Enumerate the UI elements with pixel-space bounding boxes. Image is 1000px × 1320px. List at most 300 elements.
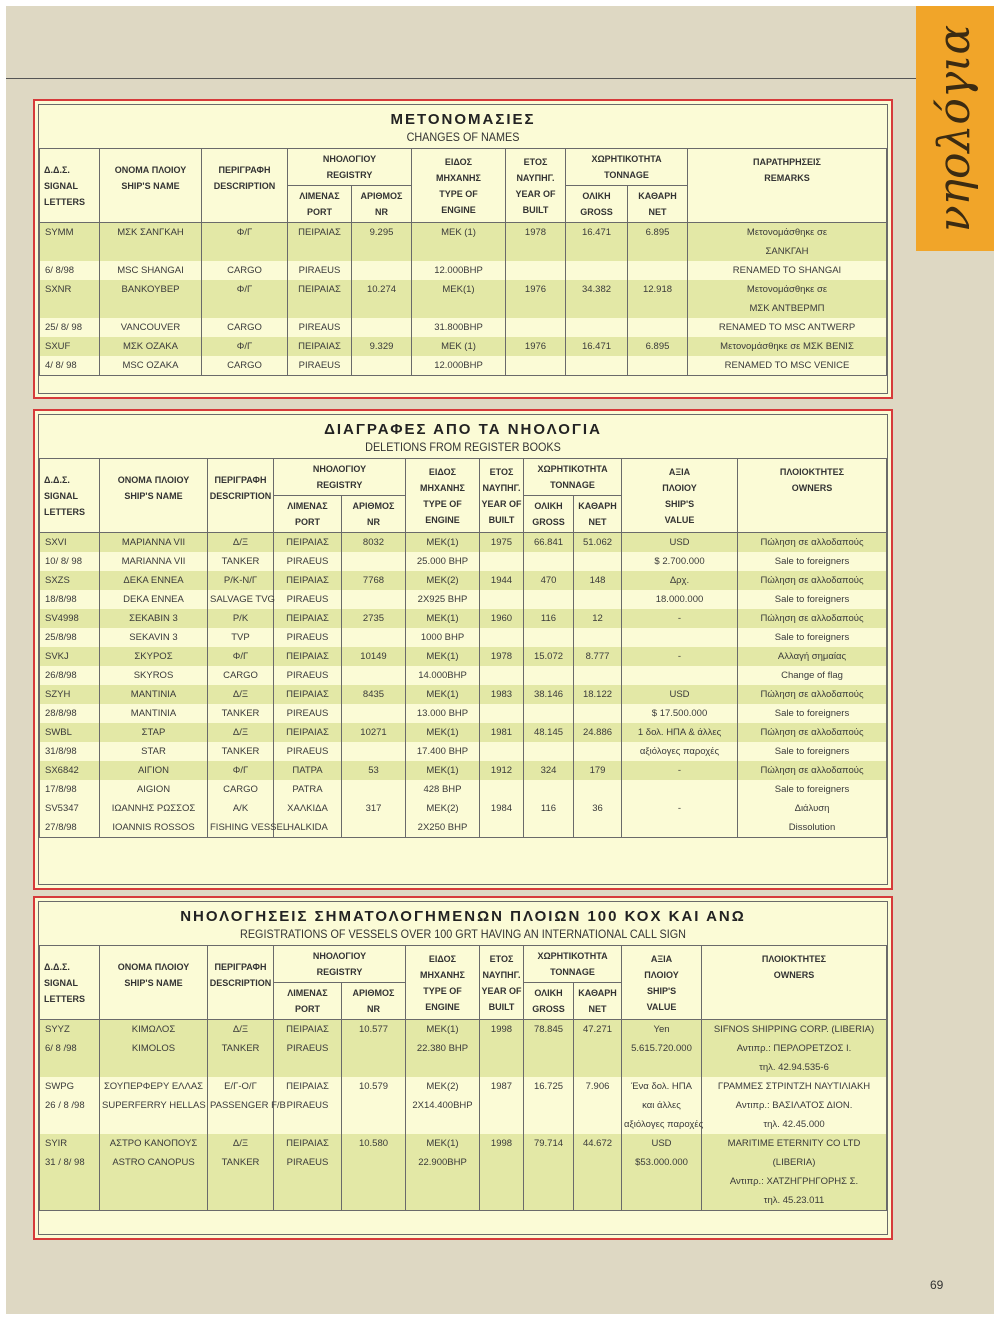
del-col-tonnage: ΧΩΡΗΤΙΚΟΤΗΤΑ TONNAGE bbox=[524, 459, 622, 496]
changes-table bbox=[39, 148, 887, 376]
table-cell: SALVAGE TVG bbox=[208, 590, 274, 609]
table-cell: και άλλες bbox=[622, 1096, 702, 1115]
header-rule bbox=[6, 78, 918, 79]
table-cell bbox=[40, 242, 100, 261]
table-cell: PATRA bbox=[274, 780, 342, 799]
table-cell: - bbox=[622, 609, 738, 628]
table-cell: 4/ 8/ 98 bbox=[40, 356, 100, 376]
table-cell: 10.579 bbox=[342, 1077, 406, 1096]
table-cell bbox=[208, 1191, 274, 1211]
table-cell: 1978 bbox=[506, 223, 566, 243]
table-cell: ΚΙΜΩΛΟΣ bbox=[100, 1020, 208, 1040]
table-cell bbox=[628, 356, 688, 376]
table-cell bbox=[100, 242, 202, 261]
table-cell: 1998 bbox=[480, 1134, 524, 1153]
table-cell: Ε/Γ-Ο/Γ bbox=[208, 1077, 274, 1096]
table-cell bbox=[288, 299, 352, 318]
table-row bbox=[40, 1115, 887, 1134]
table-cell bbox=[566, 242, 628, 261]
table-cell: Φ/Γ bbox=[202, 337, 288, 356]
table-cell: ΠΕΙΡΑΙΑΣ bbox=[274, 533, 342, 553]
table-cell: $ 17.500.000 bbox=[622, 704, 738, 723]
reg-col-desc: ΠΕΡΙΓΡΑΦΗ DESCRIPTION bbox=[208, 946, 274, 1020]
table-cell bbox=[342, 818, 406, 838]
table-cell: 28/8/98 bbox=[40, 704, 100, 723]
table-cell: 31 / 8/ 98 bbox=[40, 1153, 100, 1172]
col-name: ΟΝΟΜΑ ΠΛΟΙΟΥ SHIP'S NAME bbox=[100, 149, 202, 223]
table-cell: 1976 bbox=[506, 280, 566, 299]
col-port: ΛΙΜΕΝΑΣ PORT bbox=[288, 186, 352, 223]
table-cell: Δ/Ξ bbox=[208, 685, 274, 704]
table-cell: ΜΕΚ(1) bbox=[406, 533, 480, 553]
del-col-owners: ΠΛΟΙΟΚΤΗΤΕΣ OWNERS bbox=[738, 459, 887, 533]
table-cell: 78.845 bbox=[524, 1020, 574, 1040]
table-cell: SEKAVIN 3 bbox=[100, 628, 208, 647]
del-col-nr: ΑΡΙΘΜΟΣ NR bbox=[342, 496, 406, 533]
table-cell: TANKER bbox=[208, 1039, 274, 1058]
table-cell: 18/8/98 bbox=[40, 590, 100, 609]
table-cell: 31/8/98 bbox=[40, 742, 100, 761]
table-cell bbox=[622, 1191, 702, 1211]
changes-subtitle: CHANGES OF NAMES bbox=[406, 130, 520, 144]
section-tab bbox=[916, 6, 994, 251]
del-col-year: ΕΤΟΣ ΝΑΥΠΗΓ. YEAR OF BUILT bbox=[480, 459, 524, 533]
table-cell: 22.380 BHP bbox=[406, 1039, 480, 1058]
del-col-net: ΚΑΘΑΡΗ NET bbox=[574, 496, 622, 533]
table-cell bbox=[574, 780, 622, 799]
table-cell bbox=[480, 1191, 524, 1211]
table-cell bbox=[406, 1172, 480, 1191]
table-cell: 1912 bbox=[480, 761, 524, 780]
table-cell: SYMM bbox=[40, 223, 100, 243]
table-cell: Πώληση σε αλλοδαπούς bbox=[738, 685, 887, 704]
table-cell bbox=[622, 1058, 702, 1077]
deletions-subtitle: DELETIONS FROM REGISTER BOOKS bbox=[365, 440, 561, 454]
table-cell bbox=[342, 1115, 406, 1134]
table-row bbox=[40, 723, 887, 742]
table-cell: VANCOUVER bbox=[100, 318, 202, 337]
table-cell: CARGO bbox=[202, 261, 288, 280]
table-cell: 1000 BHP bbox=[406, 628, 480, 647]
changes-of-names-box bbox=[33, 99, 893, 399]
table-row bbox=[40, 590, 887, 609]
table-cell: CARGO bbox=[202, 318, 288, 337]
table-cell: ΜΕΚ(1) bbox=[406, 685, 480, 704]
table-cell: Μετονομάσθηκε σε bbox=[688, 280, 887, 299]
table-cell: 2X14.400BHP bbox=[406, 1096, 480, 1115]
table-cell: ΣΟΥΠΕΡΦΕΡΥ ΕΛΛΑΣ bbox=[100, 1077, 208, 1096]
table-cell bbox=[524, 590, 574, 609]
table-cell: - bbox=[622, 799, 738, 818]
table-cell: USD bbox=[622, 685, 738, 704]
deletions-title: ΔΙΑΓΡΑΦΕΣ ΑΠΟ ΤΑ ΝΗΟΛΟΓΙΑ bbox=[324, 421, 602, 438]
table-row bbox=[40, 1172, 887, 1191]
del-col-engine: ΕΙΔΟΣ ΜΗΧΑΝΗΣ TYPE OF ENGINE bbox=[406, 459, 480, 533]
table-cell: 6/ 8 /98 bbox=[40, 1039, 100, 1058]
table-cell: ΜΕΚ(1) bbox=[406, 723, 480, 742]
table-cell bbox=[480, 1096, 524, 1115]
page-number: 69 bbox=[930, 1278, 944, 1292]
table-cell bbox=[480, 818, 524, 838]
table-cell: ΣΑΝΚΓΑΗ bbox=[688, 242, 887, 261]
table-cell: 6.895 bbox=[628, 337, 688, 356]
table-cell: ΓΡΑΜΜΕΣ ΣΤΡΙΝΤΖΗ ΝΑΥΤΙΛΙΑΚΗ bbox=[702, 1077, 887, 1096]
table-row bbox=[40, 704, 887, 723]
del-col-signal: Δ.Δ.Σ. SIGNAL LETTERS bbox=[40, 459, 100, 533]
table-cell bbox=[566, 261, 628, 280]
table-cell bbox=[524, 704, 574, 723]
table-cell: ΜΕΚ (1) bbox=[412, 337, 506, 356]
table-cell: 22.900BHP bbox=[406, 1153, 480, 1172]
table-cell: MSC SHANGAI bbox=[100, 261, 202, 280]
table-cell: SXUF bbox=[40, 337, 100, 356]
table-cell: KIMOLOS bbox=[100, 1039, 208, 1058]
table-cell bbox=[480, 1172, 524, 1191]
table-cell: 428 BHP bbox=[406, 780, 480, 799]
table-row bbox=[40, 666, 887, 685]
table-cell: 1981 bbox=[480, 723, 524, 742]
table-cell: SWBL bbox=[40, 723, 100, 742]
col-net: ΚΑΘΑΡΗ NET bbox=[628, 186, 688, 223]
table-cell: SYYZ bbox=[40, 1020, 100, 1040]
table-cell bbox=[524, 1115, 574, 1134]
table-cell: SXVI bbox=[40, 533, 100, 553]
table-row bbox=[40, 533, 887, 553]
table-cell: Sale to foreigners bbox=[738, 552, 887, 571]
table-cell: (LIBERIA) bbox=[702, 1153, 887, 1172]
table-cell: 24.886 bbox=[574, 723, 622, 742]
table-cell: ΣΚΥΡΟΣ bbox=[100, 647, 208, 666]
table-cell: 1984 bbox=[480, 799, 524, 818]
table-cell: ΜΣΚ ΣΑΝΓΚΑΗ bbox=[100, 223, 202, 243]
table-cell bbox=[480, 1058, 524, 1077]
table-cell bbox=[480, 704, 524, 723]
changes-rows bbox=[40, 223, 887, 376]
table-cell: SUPERFERRY HELLAS bbox=[100, 1096, 208, 1115]
table-cell bbox=[566, 299, 628, 318]
reg-col-registry: ΝΗΟΛΟΓΙΟΥ REGISTRY bbox=[274, 946, 406, 983]
table-cell bbox=[574, 590, 622, 609]
table-cell bbox=[208, 1058, 274, 1077]
table-cell bbox=[342, 590, 406, 609]
table-cell: FISHING VESSEL bbox=[208, 818, 274, 838]
table-cell bbox=[628, 318, 688, 337]
table-cell: 2735 bbox=[342, 609, 406, 628]
table-cell bbox=[202, 242, 288, 261]
table-cell: 1975 bbox=[480, 533, 524, 553]
table-cell: AIGION bbox=[100, 780, 208, 799]
table-cell bbox=[40, 1058, 100, 1077]
table-cell: 18.000.000 bbox=[622, 590, 738, 609]
table-cell: SV5347 bbox=[40, 799, 100, 818]
table-cell: 36 bbox=[574, 799, 622, 818]
del-col-desc: ΠΕΡΙΓΡΑΦΗ DESCRIPTION bbox=[208, 459, 274, 533]
table-cell: 17.400 BHP bbox=[406, 742, 480, 761]
table-cell: CARGO bbox=[202, 356, 288, 376]
table-cell: Πώληση σε αλλοδαπούς bbox=[738, 761, 887, 780]
table-cell: 8032 bbox=[342, 533, 406, 553]
table-cell: Δ/Ξ bbox=[208, 1134, 274, 1153]
table-cell bbox=[40, 299, 100, 318]
table-cell: ΠΕΙΡΑΙΑΣ bbox=[274, 647, 342, 666]
table-cell: 10/ 8/ 98 bbox=[40, 552, 100, 571]
table-cell bbox=[202, 299, 288, 318]
table-cell bbox=[622, 666, 738, 685]
table-cell: 53 bbox=[342, 761, 406, 780]
table-cell bbox=[342, 704, 406, 723]
table-cell bbox=[574, 1153, 622, 1172]
table-cell: 31.800BHP bbox=[412, 318, 506, 337]
table-cell: STAR bbox=[100, 742, 208, 761]
table-cell bbox=[412, 242, 506, 261]
table-cell: Φ/Γ bbox=[208, 647, 274, 666]
table-cell: Dissolution bbox=[738, 818, 887, 838]
table-cell: 25.000 BHP bbox=[406, 552, 480, 571]
table-cell: 47.271 bbox=[574, 1020, 622, 1040]
table-cell bbox=[100, 1115, 208, 1134]
table-cell bbox=[524, 818, 574, 838]
reg-col-name: ΟΝΟΜΑ ΠΛΟΙΟΥ SHIP'S NAME bbox=[100, 946, 208, 1020]
table-cell bbox=[342, 742, 406, 761]
table-cell bbox=[480, 1153, 524, 1172]
table-cell: USD bbox=[622, 1134, 702, 1153]
table-cell: αξιόλογες παροχές bbox=[622, 742, 738, 761]
table-cell: 1987 bbox=[480, 1077, 524, 1096]
table-cell: MSC OZAKA bbox=[100, 356, 202, 376]
table-cell: Πώληση σε αλλοδαπούς bbox=[738, 723, 887, 742]
table-cell: 15.072 bbox=[524, 647, 574, 666]
table-cell bbox=[628, 261, 688, 280]
table-cell bbox=[574, 1172, 622, 1191]
table-cell: 1983 bbox=[480, 685, 524, 704]
table-row bbox=[40, 1039, 887, 1058]
table-cell bbox=[480, 1039, 524, 1058]
table-cell: PIRAEUS bbox=[274, 742, 342, 761]
table-row bbox=[40, 609, 887, 628]
table-cell bbox=[574, 742, 622, 761]
table-cell: TANKER bbox=[208, 742, 274, 761]
table-cell: Ένα δολ. ΗΠΑ bbox=[622, 1077, 702, 1096]
table-row bbox=[40, 223, 887, 243]
table-cell: Πώληση σε αλλοδαπούς bbox=[738, 533, 887, 553]
table-cell: 25/8/98 bbox=[40, 628, 100, 647]
table-cell: RENAMED TO MSC VENICE bbox=[688, 356, 887, 376]
table-cell: ASTRO CANOPUS bbox=[100, 1153, 208, 1172]
col-engine: ΕΙΔΟΣ ΜΗΧΑΝΗΣ TYPE OF ENGINE bbox=[412, 149, 506, 223]
table-cell: RENAMED TO MSC ANTWERP bbox=[688, 318, 887, 337]
table-cell: Sale to foreigners bbox=[738, 780, 887, 799]
col-desc: ΠΕΡΙΓΡΑΦΗ DESCRIPTION bbox=[202, 149, 288, 223]
table-cell: ΣΕΚΑΒΙΝ 3 bbox=[100, 609, 208, 628]
table-cell: 8435 bbox=[342, 685, 406, 704]
table-cell: ΠΑΤΡΑ bbox=[274, 761, 342, 780]
table-cell bbox=[480, 1115, 524, 1134]
table-cell bbox=[574, 628, 622, 647]
table-cell bbox=[406, 1058, 480, 1077]
table-row bbox=[40, 571, 887, 590]
table-cell: ΠΕΙΡΑΙΑΣ bbox=[274, 1134, 342, 1153]
table-cell bbox=[506, 242, 566, 261]
table-cell: 7.906 bbox=[574, 1077, 622, 1096]
table-row bbox=[40, 742, 887, 761]
table-cell: Sale to foreigners bbox=[738, 704, 887, 723]
registrations-box bbox=[33, 896, 893, 1240]
table-cell: 16.471 bbox=[566, 337, 628, 356]
table-cell bbox=[288, 242, 352, 261]
table-cell bbox=[352, 242, 412, 261]
table-cell: SVKJ bbox=[40, 647, 100, 666]
col-nr: ΑΡΙΘΜΟΣ NR bbox=[352, 186, 412, 223]
table-cell: TANKER bbox=[208, 704, 274, 723]
table-cell: MARIANNA VII bbox=[100, 552, 208, 571]
table-cell: Δρχ. bbox=[622, 571, 738, 590]
table-cell: ΑΙΓΙΟΝ bbox=[100, 761, 208, 780]
table-cell: 51.062 bbox=[574, 533, 622, 553]
table-cell bbox=[506, 261, 566, 280]
table-row bbox=[40, 1096, 887, 1115]
del-col-name: ΟΝΟΜΑ ΠΛΟΙΟΥ SHIP'S NAME bbox=[100, 459, 208, 533]
table-cell bbox=[480, 742, 524, 761]
table-cell: - bbox=[622, 647, 738, 666]
table-cell: Μετονομάσθηκε σε ΜΣΚ ΒΕΝΙΣ bbox=[688, 337, 887, 356]
table-cell bbox=[480, 666, 524, 685]
table-cell: SV4998 bbox=[40, 609, 100, 628]
table-cell bbox=[274, 1115, 342, 1134]
table-cell: Αντιπρ.: ΒΑΣΙΛΑΤΟΣ ΔΙΟΝ. bbox=[702, 1096, 887, 1115]
table-cell: Δ/Ξ bbox=[208, 1020, 274, 1040]
table-row bbox=[40, 1058, 887, 1077]
table-cell: ΔΕΚΑ ΕΝΝΕΑ bbox=[100, 571, 208, 590]
table-cell: 48.145 bbox=[524, 723, 574, 742]
table-cell: ΜΣΚ ΟΖΑΚΑ bbox=[100, 337, 202, 356]
table-row bbox=[40, 1077, 887, 1096]
table-cell bbox=[342, 1172, 406, 1191]
reg-col-gross: ΟΛΙΚΗ GROSS bbox=[524, 983, 574, 1020]
table-cell: ΣΤΑΡ bbox=[100, 723, 208, 742]
del-col-gross: ΟΛΙΚΗ GROSS bbox=[524, 496, 574, 533]
table-cell bbox=[524, 628, 574, 647]
table-cell bbox=[574, 1191, 622, 1211]
table-cell bbox=[628, 242, 688, 261]
table-cell bbox=[342, 552, 406, 571]
table-cell: PIREAUS bbox=[288, 318, 352, 337]
table-cell: 10149 bbox=[342, 647, 406, 666]
table-cell: HALKIDA bbox=[274, 818, 342, 838]
table-cell: 10271 bbox=[342, 723, 406, 742]
table-cell: 324 bbox=[524, 761, 574, 780]
table-cell: ΜΑΡΙΑΝΝΑ VII bbox=[100, 533, 208, 553]
table-row bbox=[40, 337, 887, 356]
table-cell: Πώληση σε αλλοδαπούς bbox=[738, 609, 887, 628]
table-cell bbox=[524, 552, 574, 571]
table-cell bbox=[40, 1172, 100, 1191]
table-cell bbox=[524, 742, 574, 761]
table-row bbox=[40, 356, 887, 376]
table-cell: Αντιπρ.: ΧΑΤΖΗΓΡΗΓΟΡΗΣ Σ. bbox=[702, 1172, 887, 1191]
del-col-value: ΑΞΙΑ ΠΛΟΙΟΥ SHIP'S VALUE bbox=[622, 459, 738, 533]
table-cell bbox=[100, 1058, 208, 1077]
col-registry: ΝΗΟΛΟΓΙΟΥ REGISTRY bbox=[288, 149, 412, 186]
col-signal: Δ.Δ.Σ. SIGNAL LETTERS bbox=[40, 149, 100, 223]
table-cell: DEKA ENNEA bbox=[100, 590, 208, 609]
table-cell: Δ/Ξ bbox=[208, 723, 274, 742]
table-cell: 16.471 bbox=[566, 223, 628, 243]
table-cell: 79.714 bbox=[524, 1134, 574, 1153]
table-cell bbox=[352, 261, 412, 280]
table-cell bbox=[524, 780, 574, 799]
table-cell bbox=[506, 299, 566, 318]
table-cell: Δ/Ξ bbox=[208, 533, 274, 553]
table-cell: PIRAEUS bbox=[274, 1039, 342, 1058]
table-cell: αξιόλογες παροχές bbox=[622, 1115, 702, 1134]
table-cell: 12.000BHP bbox=[412, 261, 506, 280]
table-cell: ΜΣΚ ΑΝΤΒΕΡΜΠ bbox=[688, 299, 887, 318]
table-cell: 8.777 bbox=[574, 647, 622, 666]
table-cell bbox=[342, 666, 406, 685]
col-gross: ΟΛΙΚΗ GROSS bbox=[566, 186, 628, 223]
table-cell: 5.615.720.000 bbox=[622, 1039, 702, 1058]
table-cell: 179 bbox=[574, 761, 622, 780]
table-cell: 10.274 bbox=[352, 280, 412, 299]
registrations-title: ΝΗΟΛΟΓΗΣΕΙΣ ΣΗΜΑΤΟΛΟΓΗΜΕΝΩΝ ΠΛΟΙΩΝ 100 ΚΟΧ ΚΑΙ ΑΝΩ bbox=[180, 908, 746, 925]
table-cell: τηλ. 45.23.011 bbox=[702, 1191, 887, 1211]
table-cell: 12.918 bbox=[628, 280, 688, 299]
table-cell: 18.122 bbox=[574, 685, 622, 704]
table-cell: MARITIME ETERNITY CO LTD bbox=[702, 1134, 887, 1153]
table-cell: CARGO bbox=[208, 780, 274, 799]
table-cell: 9.329 bbox=[352, 337, 412, 356]
table-cell: Α/Κ bbox=[208, 799, 274, 818]
table-cell bbox=[574, 704, 622, 723]
table-row bbox=[40, 780, 887, 799]
table-cell bbox=[342, 1153, 406, 1172]
table-row bbox=[40, 761, 887, 780]
registrations-table bbox=[39, 945, 887, 1211]
table-cell: PIRAEUS bbox=[274, 590, 342, 609]
table-cell: ΠΕΙΡΑΙΑΣ bbox=[288, 280, 352, 299]
table-cell bbox=[100, 1191, 208, 1211]
table-cell: ΑΣΤΡΟ ΚΑΝΟΠΟΥΣ bbox=[100, 1134, 208, 1153]
table-cell: PIRAEUS bbox=[274, 552, 342, 571]
registrations-rows bbox=[40, 1020, 887, 1211]
reg-col-net: ΚΑΘΑΡΗ NET bbox=[574, 983, 622, 1020]
table-cell bbox=[480, 552, 524, 571]
table-cell: CARGO bbox=[208, 666, 274, 685]
table-cell bbox=[274, 1058, 342, 1077]
table-cell: 2X925 BHP bbox=[406, 590, 480, 609]
reg-col-nr: ΑΡΙΘΜΟΣ NR bbox=[342, 983, 406, 1020]
table-cell: 116 bbox=[524, 799, 574, 818]
table-cell bbox=[480, 590, 524, 609]
table-cell: PASSENGER F/B bbox=[208, 1096, 274, 1115]
table-cell: 66.841 bbox=[524, 533, 574, 553]
table-cell: τηλ. 42.94.535-6 bbox=[702, 1058, 887, 1077]
table-cell bbox=[574, 818, 622, 838]
table-cell bbox=[566, 318, 628, 337]
table-cell: Sale to foreigners bbox=[738, 590, 887, 609]
table-cell bbox=[342, 1096, 406, 1115]
table-cell: 16.725 bbox=[524, 1077, 574, 1096]
table-cell: 1 δολ. ΗΠΑ & άλλες bbox=[622, 723, 738, 742]
table-cell: ΜΕΚ (1) bbox=[412, 223, 506, 243]
table-cell: ΠΕΙΡΑΙΑΣ bbox=[274, 1020, 342, 1040]
table-cell: PIRAEUS bbox=[288, 356, 352, 376]
table-cell: 1998 bbox=[480, 1020, 524, 1040]
col-tonnage: ΧΩΡΗΤΙΚΟΤΗΤΑ TONNAGE bbox=[566, 149, 688, 186]
table-row bbox=[40, 318, 887, 337]
table-cell: PIRAEUS bbox=[288, 261, 352, 280]
deletions-box bbox=[33, 409, 893, 890]
